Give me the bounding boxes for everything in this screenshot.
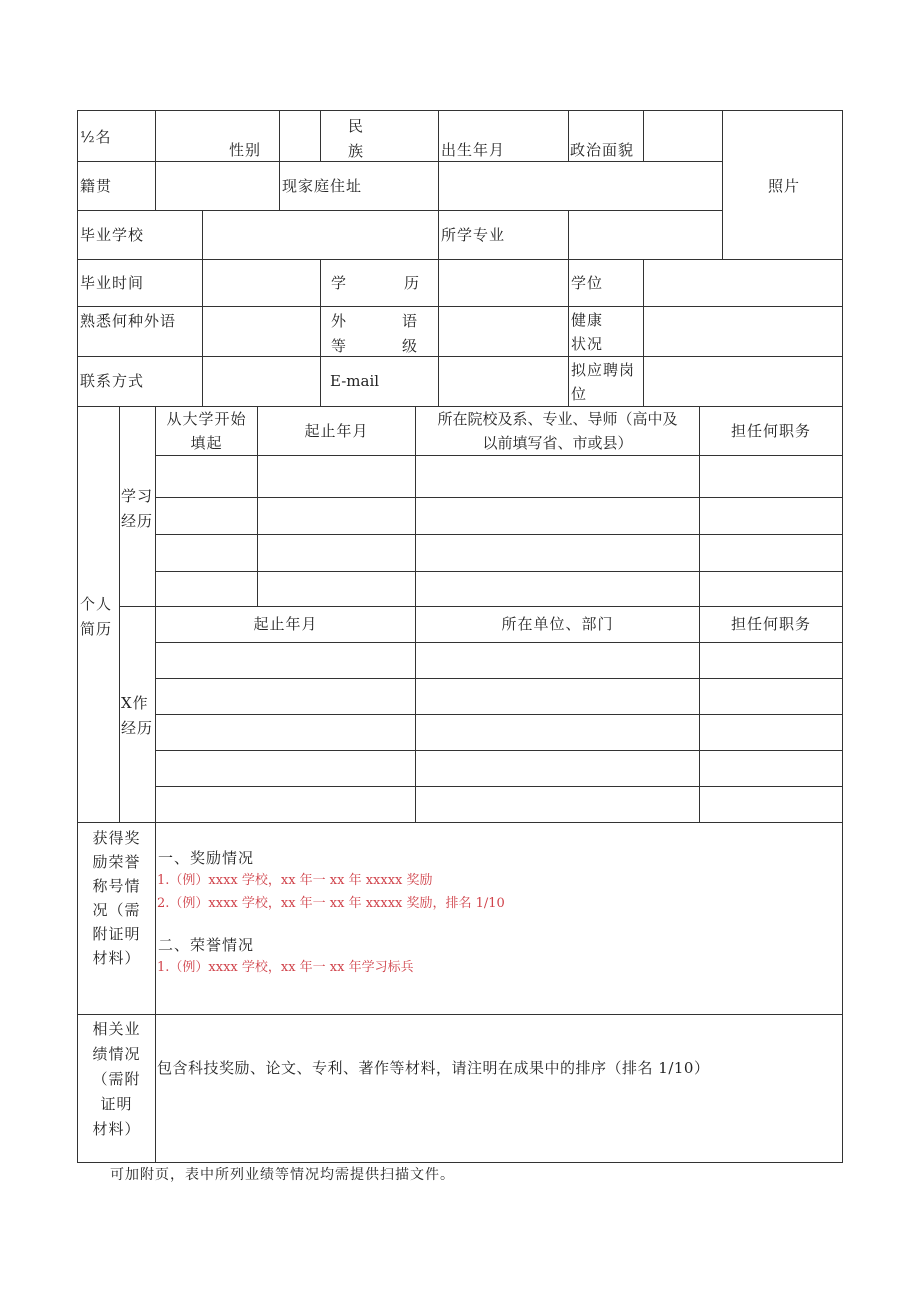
- position-label: 拟应聘岗 位: [571, 361, 636, 403]
- language-label: 熟悉何种外语: [80, 312, 177, 330]
- work-col-role: 担任何职务: [730, 615, 811, 633]
- education-label-a: 学: [331, 274, 348, 292]
- work-label: X作 经历: [121, 694, 154, 737]
- study-col-role: 担任何职务: [730, 422, 811, 440]
- address-label: 现家庭住址: [282, 177, 363, 195]
- contact-label: 联系方式: [80, 372, 145, 390]
- birth-label: 出生年月: [441, 141, 506, 159]
- work-col-unit: 所在单位、部门: [501, 615, 614, 633]
- photo-label: 照片: [768, 177, 801, 195]
- resume-section-label: 个人 简历: [80, 595, 113, 638]
- degree-label: 学位: [571, 274, 604, 292]
- education-label-b: 历: [404, 274, 421, 292]
- work-col-period: 起止年月: [253, 615, 318, 633]
- awards-honor-1: 1.（例）xxxx 学校，xx 年一 xx 年学习标兵: [157, 960, 414, 975]
- email-label: E-mail: [330, 372, 380, 390]
- politics-label: 政治面貌: [570, 141, 635, 159]
- study-col-period: 起止年月: [304, 422, 369, 440]
- lang-level-b2: 级: [402, 337, 419, 355]
- health-label: 健康 状况: [571, 311, 604, 353]
- study-label: 学习 经历: [121, 487, 154, 530]
- name-label: ½名: [80, 128, 112, 146]
- native-place-label: 籍贯: [80, 177, 113, 195]
- study-col-start: 从大学开始 填起: [166, 410, 247, 452]
- achievements-label: 相关业 绩情况 （需附 证明 材料）: [92, 1020, 141, 1138]
- lang-level-a2: 语: [402, 312, 419, 330]
- achievements-text: 包含科技奖励、论文、专利、著作等材料，请注明在成果中的排序（排名 1/10）: [157, 1059, 710, 1077]
- awards-heading-rewards: 一、奖励情况: [158, 849, 255, 867]
- awards-reward-1: 1.（例）xxxx 学校，xx 年一 xx 年 xxxxx 奖励: [157, 873, 433, 888]
- awards-reward-2: 2.（例）xxxx 学校，xx 年一 xx 年 xxxxx 奖励，排名 1/10: [157, 896, 505, 911]
- major-label: 所学专业: [441, 226, 506, 244]
- grad-time-label: 毕业时间: [80, 274, 145, 292]
- footnote: 可加附页，表中所列业绩等情况均需提供扫描文件。: [110, 1167, 455, 1183]
- lang-level-a1: 外: [331, 312, 348, 330]
- ethnicity-label: 民 族: [348, 117, 365, 160]
- awards-heading-honors: 二、荣誉情况: [158, 936, 255, 954]
- lang-level-b1: 等: [331, 337, 348, 355]
- awards-label: 获得奖 励荣誉 称号情 况（需 附证明 材料）: [92, 829, 141, 967]
- study-col-school: 所在院校及系、专业、导师（高中及 以前填写省、市或县）: [437, 410, 678, 452]
- school-label: 毕业学校: [80, 226, 145, 244]
- gender-label: 性别: [229, 141, 262, 159]
